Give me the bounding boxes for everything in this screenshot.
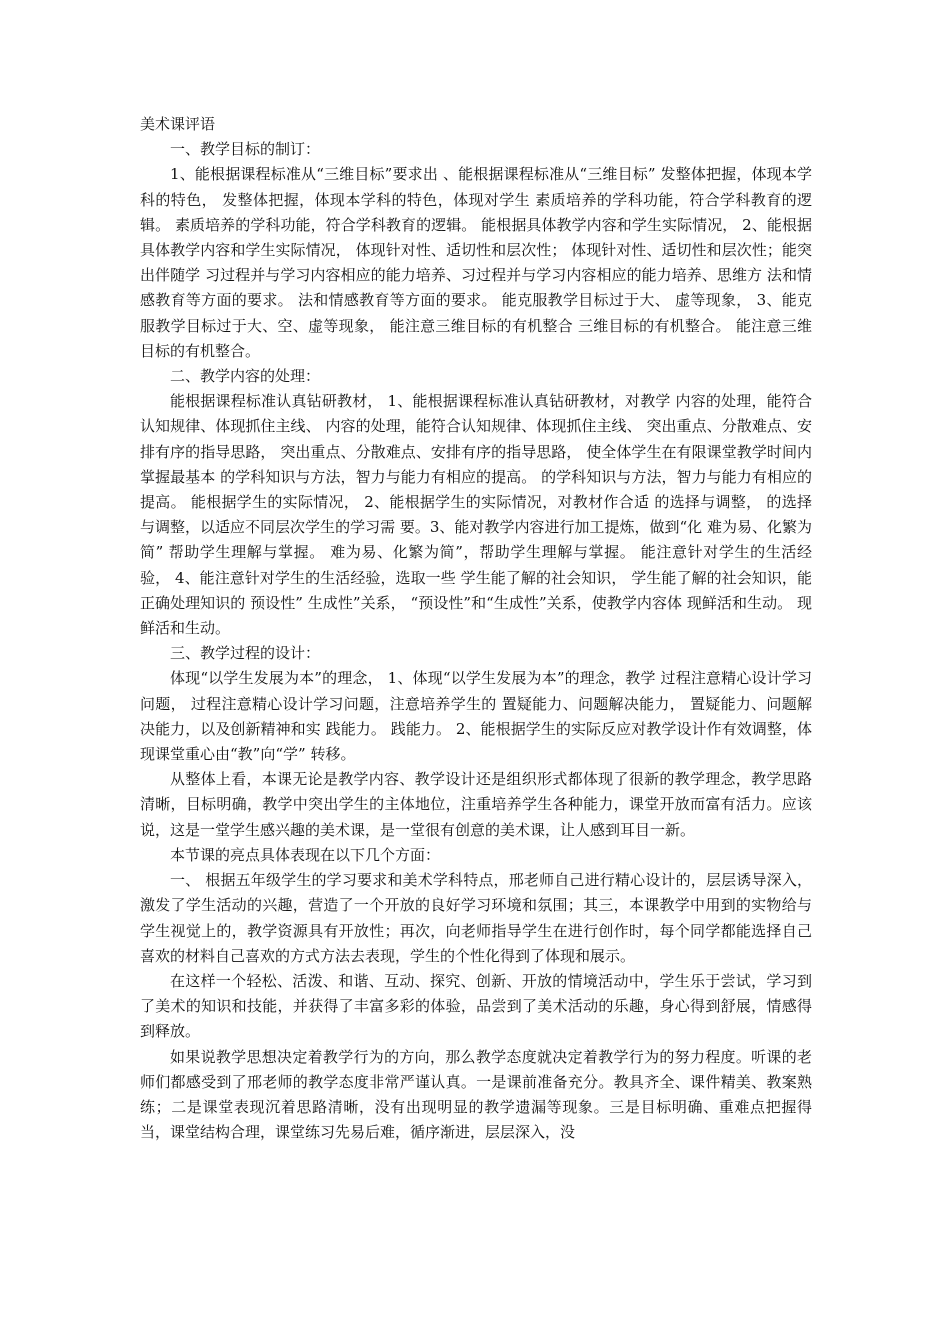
- paragraph: 一、 根据五年级学生的学习要求和美术学科特点，邢老师自己进行精心设计的，层层诱导深入，激发了学生活动的兴趣，营造了一个开放的良好学习环境和氛围；其三，本课教学中用到的实物给与学生视觉上的，教学资源具有开放性；再次，向老师指导学生在进行创作时，每个同学都能选择自己喜欢的材料自己喜欢的方式方法去表现，学生的个性化得到了体现和展示。: [140, 871, 812, 965]
- section-heading-content: 二、教学内容的处理：: [170, 367, 321, 386]
- section-heading-objectives: 一、教学目标的制订：: [170, 140, 321, 159]
- paragraph: 从整体上看，本课无论是教学内容、教学设计还是组织形式都体现了很新的教学理念，教学思路清晰，目标明确，教学中突出学生的主体地位，注重培养学生各种能力，课堂开放而富有活力。应该说，这是一堂学生感兴趣的美术课，是一堂很有创意的美术课，让人感到耳目一新。: [140, 770, 812, 839]
- section-heading-process: 三、教学过程的设计：: [170, 644, 321, 663]
- paragraph: 1、能根据课程标准从“三维目标”要求出 、能根据课程标准从“三维目标” 发整体把握，体现本学科的特色， 发整体把握，体现本学科的特色，体现对学生 素质培养的学科功能，符合学科教育的逻辑。 素质培养的学科功能，符合学科教育的逻辑。 能根据具体教学内容和学生实际情况， 2、能根据具体教学内容和学生实际情况， 体现针对性、适切性和层次性； 体现针对性、适切性和层次性；能突出伴随学 习过程并与学习内容相应的能力培养、习过程并与学习内容相应的能力培养、思维方 法和情感教育等方面的要求。 法和情感教育等方面的要求。 能克服教学目标过于大、 虚等现象， 3、能克服教学目标过于大、空、虚等现象， 能注意三维目标的有机整合 三维目标的有机整合。 能注意三维目标的有机整合。: [140, 165, 812, 360]
- paragraph: 能根据课程标准认真钻研教材， 1、能根据课程标准认真钻研教材，对教学 内容的处理，能符合认知规律、体现抓住主线、 内容的处理，能符合认知规律、体现抓住主线、 突出重点、分散难点、安排有序的指导思路， 突出重点、分散难点、安排有序的指导思路， 使全体学生在有限课堂教学时间内掌握最基本 的学科知识与方法，智力与能力有相应的提高。 的学科知识与方法，智力与能力有相应的提高。 能根据学生的实际情况， 2、能根据学生的实际情况，对教材作合适 的选择与调整， 的选择与调整，以适应不同层次学生的学习需 要。3、能对教学内容进行加工提炼，做到“化 难为易、化繁为简” 帮助学生理解与掌握。 难为易、化繁为简”，帮助学生理解与掌握。 能注意针对学生的生活经验， 4、能注意针对学生的生活经验，选取一些 学生能了解的社会知识， 学生能了解的社会知识，能正确处理知识的 预设性” 生成性”关系， “预设性”和“生成性”关系，使教学内容体 现鲜活和生动。 现鲜活和生动。: [140, 392, 812, 638]
- document-page: [140, 112, 812, 1145]
- paragraph: 如果说教学思想决定着教学行为的方向，那么教学态度就决定着教学行为的努力程度。听课的老师们都感受到了邢老师的教学态度非常严谨认真。一是课前准备充分。教具齐全、课件精美、教案熟练；二是课堂表现沉着思路清晰，没有出现明显的教学遗漏等现象。三是目标明确、重难点把握得当，课堂结构合理，课堂练习先易后难，循序渐进，层层深入，没: [140, 1047, 812, 1142]
- document-title: 美术课评语: [140, 115, 216, 133]
- paragraph: 本节课的亮点具体表现在以下几个方面：: [170, 845, 441, 864]
- paragraph: 在这样一个轻松、活泼、和谐、互动、探究、创新、开放的情境活动中，学生乐于尝试，学习到了美术的知识和技能，并获得了丰富多彩的体验，品尝到了美术活动的乐趣，身心得到舒展，情感得到释放。: [140, 971, 812, 1041]
- paragraph: 体现“以学生发展为本”的理念， 1、体现“以学生发展为本”的理念，教学 过程注意精心设计学习问题， 过程注意精心设计学习问题，注意培养学生的 置疑能力、问题解决能力， 置疑能力、问题解决能力，以及创新精神和实 践能力。 践能力。 2、能根据学生的实际反应对教学设计作有效调整，体现课堂重心由“教”向“学” 转移。: [140, 669, 812, 764]
